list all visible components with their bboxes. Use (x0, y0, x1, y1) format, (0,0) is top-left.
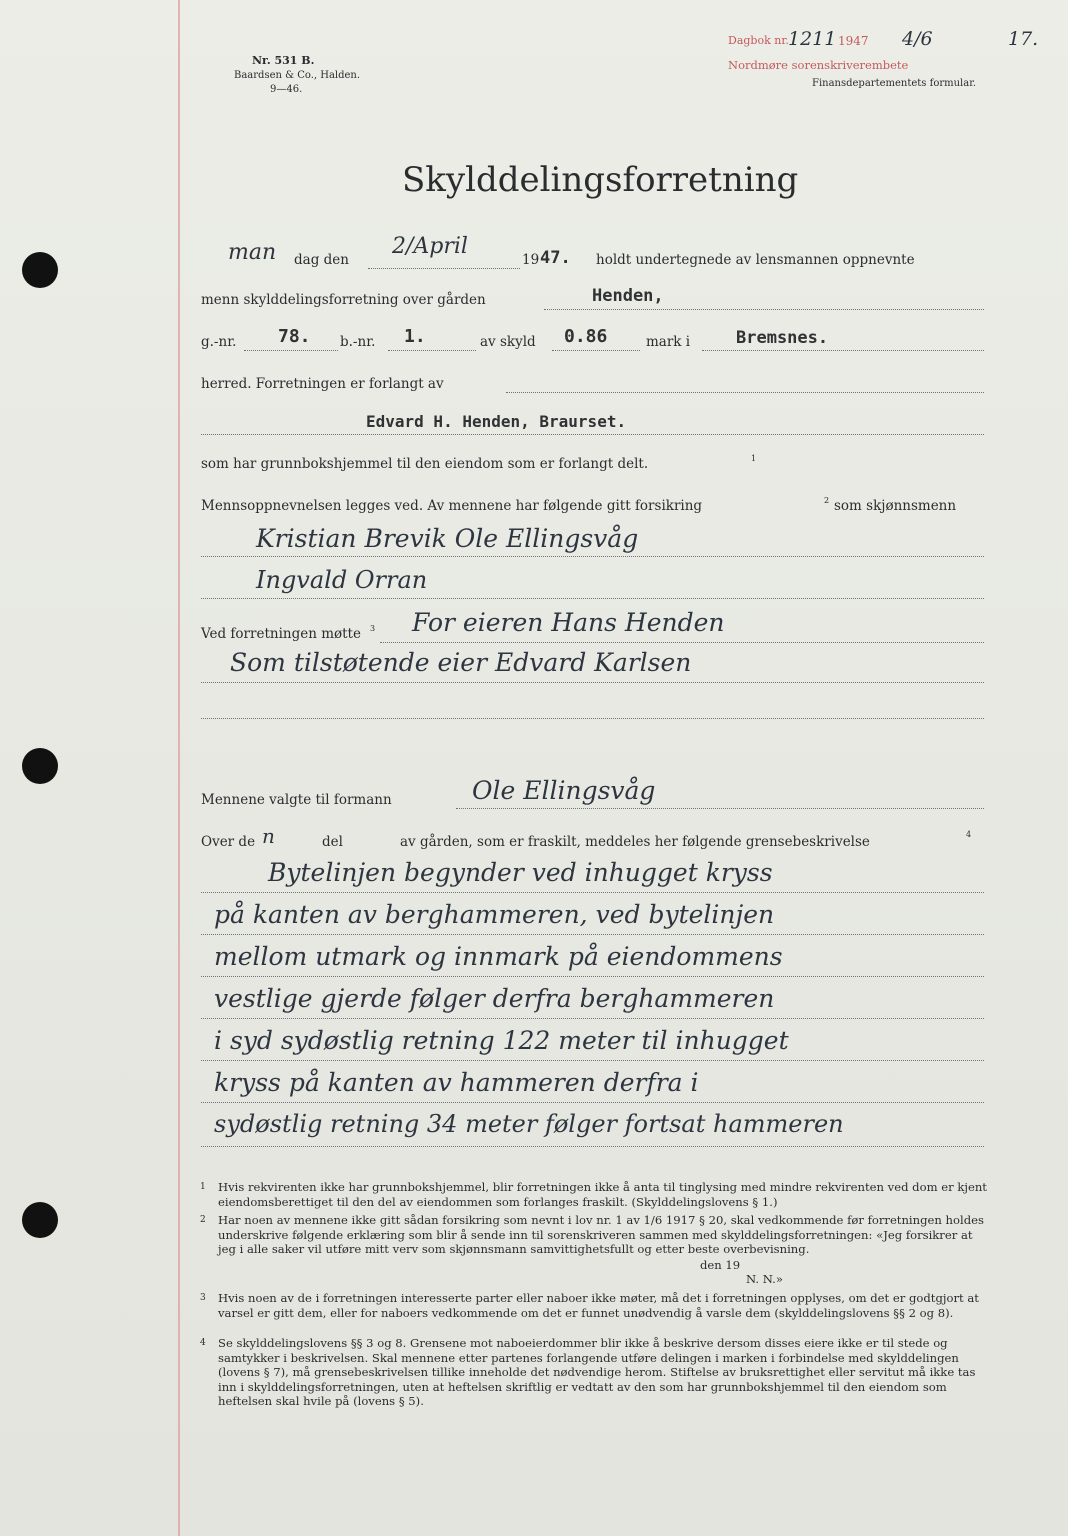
dotted-line (506, 392, 984, 393)
dotted-line (456, 808, 984, 809)
print-date: 9—46. (270, 84, 303, 95)
dotted-line (201, 892, 984, 893)
skyld-value: 0.86 (564, 326, 608, 347)
punch-hole (22, 252, 58, 288)
boundary-hand: sydøstlig retning 34 meter følger fortsat hammeren (214, 1110, 844, 1138)
boundary-hand: Bytelinjen begynder ved inhugget kryss (268, 858, 773, 887)
over-hand: n (262, 824, 275, 848)
dotted-line (244, 350, 338, 351)
mark-label: mark i (646, 334, 691, 350)
year-value: 47. (540, 248, 571, 268)
grunnbok-line: som har grunnbokshjemmel til den eiendom som er forlangt delt. (201, 456, 649, 472)
attendance-hand: For eieren Hans Henden (412, 608, 725, 637)
footnote-ref: 3 (370, 624, 376, 633)
chairman-hand: Ole Ellingsvåg (472, 776, 656, 805)
bnr-label: b.-nr. (340, 334, 376, 350)
assessors-hand: Kristian Brevik Ole Ellingsvåg (256, 524, 639, 553)
boundary-hand: kryss på kanten av hammeren derfra i (214, 1068, 699, 1097)
margin-rule (178, 0, 180, 1536)
boundary-hand: i syd sydøstlig retning 122 meter til inhugget (214, 1026, 789, 1055)
assessors-hand: Ingvald Orran (256, 566, 428, 594)
journal-time: 17. (1008, 28, 1039, 50)
dotted-line (702, 350, 984, 351)
footnote-number: 3 (200, 1293, 206, 1303)
skyld-label: av skyld (480, 334, 536, 350)
dotted-line (201, 976, 984, 977)
footnote-number: 2 (200, 1215, 206, 1225)
dotted-line (201, 434, 984, 435)
boundary-hand: vestlige gjerde følger derfra berghammeren (214, 984, 775, 1013)
dotted-line (201, 1060, 984, 1061)
boundary-hand: på kanten av berghammeren, ved bytelinjen (214, 900, 775, 929)
requester: Edvard H. Henden, Braurset. (366, 412, 627, 431)
herred-line: herred. Forretningen er forlangt av (201, 376, 444, 392)
over-tail: av gården, som er fraskilt, meddeles her følgende grensebeskrivelse (400, 834, 870, 850)
dotted-line (201, 718, 984, 719)
menn-line: Mennsoppnevnelsen legges ved. Av mennene har følgende gitt forsikring (201, 498, 703, 514)
over-label: Over de (201, 834, 256, 850)
dag-den-label: dag den (294, 252, 349, 268)
year-prefix: 19 (522, 252, 540, 268)
footnote-ref: 4 (966, 830, 972, 839)
footnote-1 (200, 1180, 990, 1212)
footnote-2 (200, 1213, 990, 1293)
bnr-value: 1. (404, 326, 426, 347)
dotted-line (380, 642, 984, 643)
punch-hole (22, 748, 58, 784)
dotted-line (544, 309, 984, 310)
chairman-label: Mennene valgte til formann (201, 792, 392, 808)
printer-name: Baardsen & Co., Halden. (234, 70, 361, 81)
page-title: Skylddelingsforretning (402, 160, 799, 200)
form-number: Nr. 531 B. (252, 54, 315, 67)
journal-stamp-label: Dagbok nr. (728, 34, 789, 47)
gnr-value: 78. (278, 326, 311, 347)
menn-line-tail: som skjønnsmenn (834, 498, 957, 514)
footnote-text: Hvis noen av de i forretningen interesserte parter eller naboer ikke møter, må det i forretningen opplyses, om det er godtgjort at varsel er gitt dem, eller for naboers vedkommende om det er funnet unødvendig å varsle dem (skylddelingslovens §§ 2 og 8). (218, 1291, 979, 1320)
dotted-line (201, 556, 984, 557)
gnr-label: g.-nr. (201, 334, 237, 350)
punch-hole (22, 1202, 58, 1238)
ministry-form: Finansdepartementets formular. (812, 78, 977, 89)
footnote-text: Se skylddelingslovens §§ 3 og 8. Grensene mot naboeierdommer blir ikke å beskrive dersom disses eiere ikke er til stede og samtykker i beskrivelsen. Skal mennene etter partenes forlangende utføre delingen i marken i forbindelse med skylddelingen (lovens § 7), må grensebeskrivelsen tillike inneholde det nødvendige herom. Stiftelse av bruksrettighet eller servitut må ikke tas inn i skylddelingsforretningen, uten at heftelsen skriftlig er vedtatt av den som har grunnbokshjemmel til den eiendom som heftelsen skal hvile på (lovens § 5). (218, 1336, 976, 1409)
journal-year: 1947 (838, 34, 869, 48)
dotted-line (368, 268, 520, 269)
boundary-hand: mellom utmark og innmark på eiendommens (214, 942, 783, 971)
footnote-number: 4 (200, 1338, 206, 1348)
journal-number: 1211 (788, 28, 837, 50)
footnote-number: 1 (200, 1182, 206, 1192)
footnote-ref: 1 (751, 454, 757, 463)
footnote-text: Hvis rekvirenten ikke har grunnbokshjemmel, blir forretningen ikke å anta til tinglysing med mindre rekvirenten ved dom er kjent eiendomsberettiget til den del av eiendommen som forlanges fraskilt. (Skylddelingslovens § 1.) (218, 1180, 987, 1209)
court-stamp: Nordmøre sorenskriverembete (728, 58, 909, 72)
farm-name: Henden, (592, 286, 664, 306)
farm-label: menn skylddelingsforretning over gården (201, 292, 486, 308)
dotted-line (201, 934, 984, 935)
dotted-line (552, 350, 640, 351)
footnote-text: Har noen av mennene ikke gitt sådan forsikring som nevnt i lov nr. 1 av 1/6 1917 § 20, skal vedkommende før forretningen holdes underskrive følgende erklæring som blir å sende inn til sorenskriveren sammen med skylddelingsforretningen: «Jeg forsikrer at jeg i alle saker vil utføre mitt verv som skjønnsmann samvittighetsfullt og etter beste overbevisning. (218, 1213, 984, 1257)
municipality: Bremsnes. (736, 328, 829, 348)
dotted-line (388, 350, 476, 351)
attendance-hand: Som tilstøtende eier Edvard Karlsen (230, 648, 692, 677)
dotted-line (201, 682, 984, 683)
footnote-ref: 2 (824, 496, 830, 505)
intro-tail: holdt undertegnede av lensmannen oppnevnte (596, 252, 915, 268)
footnote-signature: N. N.» (746, 1272, 783, 1286)
date-hand: 2/April (392, 234, 468, 259)
weekday-hand: man (228, 240, 277, 265)
footnote-date-line: den 19 (700, 1258, 741, 1272)
del-label: del (322, 834, 343, 850)
attendance-label: Ved forretningen møtte (201, 626, 361, 642)
dotted-line (201, 1018, 984, 1019)
dotted-line (201, 598, 984, 599)
dotted-line (201, 1146, 984, 1147)
dotted-line (201, 1102, 984, 1103)
journal-date: 4/6 (902, 28, 933, 50)
footnote-4 (200, 1336, 990, 1416)
footnote-3 (200, 1291, 990, 1337)
